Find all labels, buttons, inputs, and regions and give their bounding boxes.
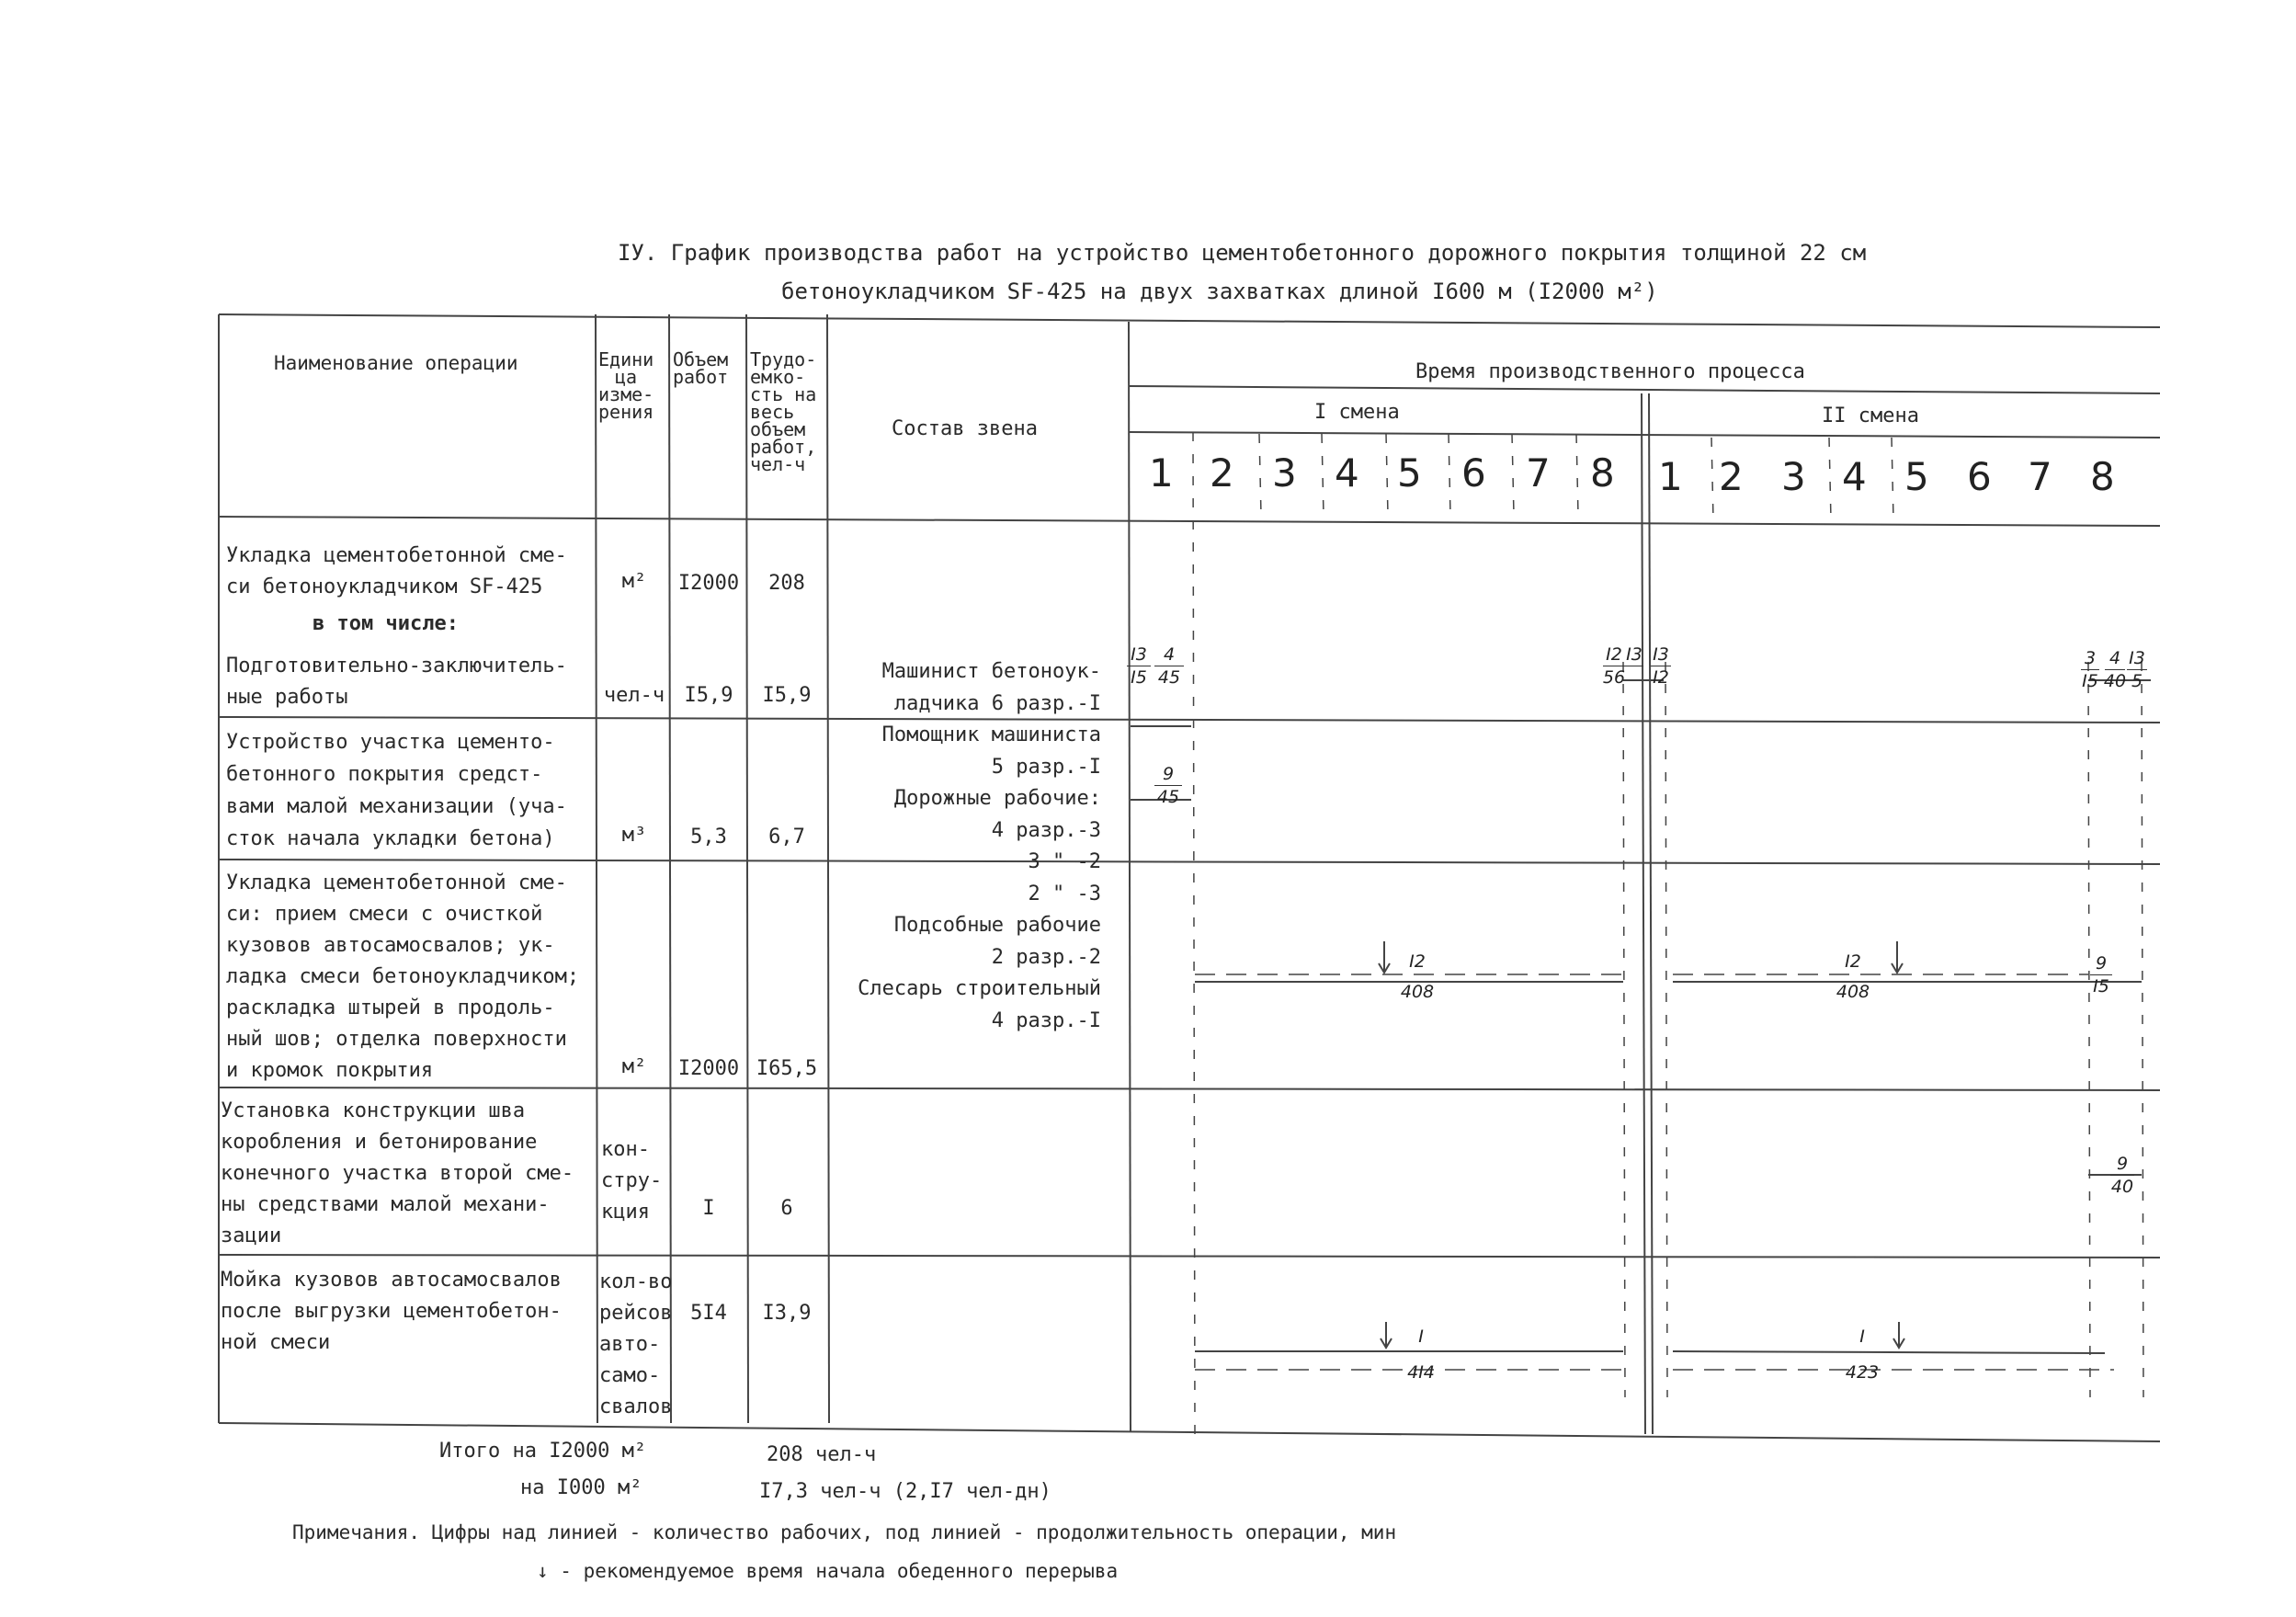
row-main-name: Укладка цементобетонной сме- си бетоноукладчиком SF-425	[226, 544, 567, 598]
row-small-mech-name: Устройство участка цементо- бетонного покрытия средст- вами малой механизации (уча- сток начала укладки бетона)	[226, 731, 567, 850]
gantt-label-main-s2: I2 408	[1836, 951, 1870, 1002]
gantt-label-prep-left-1: I3 I5	[1127, 645, 1151, 687]
row-prep-unit: чел-ч	[603, 684, 665, 707]
totals-line-2-label: на I000 м²	[520, 1476, 642, 1499]
gantt-label-joint: 9 40	[2110, 1154, 2134, 1197]
row-joint-name: Установка конструкции шва коробления и бетонирование конечного участка второй сме- ны средствами малой механи- зации	[221, 1099, 574, 1247]
gantt-label-prep-right-1: 3 I5	[2082, 648, 2098, 691]
header-operation: Наименование операции	[274, 352, 518, 374]
header-shift-2: II смена	[1822, 404, 1919, 427]
gantt-label-wash-s2: I 423	[1845, 1327, 1880, 1383]
totals-line-1-label: Итого на I2000 м²	[439, 1440, 647, 1463]
hour-s1-7: 7	[1526, 450, 1551, 495]
row-small-mech-unit: м³	[621, 824, 647, 847]
row-prep-volume: I5,9	[684, 684, 733, 707]
hour-s2-2: 2	[1719, 454, 1744, 499]
row-wash-labor: I3,9	[762, 1302, 812, 1325]
row-laying-labor: I65,5	[756, 1057, 818, 1080]
row-wash-unit: кол-во рейсов авто- само- свалов	[599, 1270, 673, 1418]
row-laying-volume: I2000	[677, 1057, 740, 1080]
totals-line-1-value: 208 чел-ч	[767, 1443, 877, 1466]
gantt-label-prep-right-3: I3 5	[2127, 649, 2147, 690]
hour-s2-8: 8	[2090, 454, 2115, 499]
row-wash-name: Мойка кузовов автосамосвалов после выгрузки цементобетон- ной смеси	[221, 1269, 562, 1354]
hour-s2-5: 5	[1904, 454, 1929, 499]
hour-s2-1: 1	[1658, 454, 1683, 499]
note-line-2: ↓ - рекомендуемое время начала обеденного перерыва	[537, 1560, 1119, 1582]
row-main-volume: I2000	[677, 572, 740, 595]
gantt-label-wash-s1: I 4I4	[1407, 1327, 1435, 1383]
row-wash-volume: 5I4	[690, 1302, 727, 1325]
hour-s1-3: 3	[1272, 450, 1297, 495]
row-main-unit: м²	[621, 570, 647, 593]
row-laying-name: Укладка цементобетонной сме- си: прием смеси с очисткой кузовов автосамосвалов; ук- ладка смеси бетоноукладчиком; раскладка штырей в продоль- ный шов; отделка поверхности и кромок покрытия	[226, 871, 580, 1082]
row-joint-volume: I	[702, 1197, 715, 1220]
gantt-label-prep-left-2: 4 45	[1154, 645, 1184, 687]
gantt-label-prep-right-2: 4 40	[2103, 648, 2127, 691]
note-line-1: Примечания. Цифры над линией - количество рабочих, под линией - продолжительность операции, мин	[292, 1521, 1397, 1543]
header-volume: Объем работ	[673, 348, 729, 388]
hour-s1-6: 6	[1461, 450, 1486, 495]
header-shift-1: I смена	[1314, 401, 1400, 424]
gantt-label-main-end: 9 I5	[2090, 954, 2112, 996]
title-line-2: бетоноукладчиком SF-425 на двух захватках длиной I600 м (I2000 м²)	[781, 279, 1658, 304]
hour-s1-2: 2	[1210, 450, 1234, 495]
title-line-1: IУ. График производства работ на устройство цементобетонного дорожного покрытия толщиной 22 см	[618, 240, 1867, 266]
hour-s1-8: 8	[1590, 450, 1615, 495]
gantt-label-prep-mid-3: I3 I2	[1651, 645, 1671, 687]
hour-s2-4: 4	[1842, 454, 1867, 499]
row-prep-name: Подготовительно-заключитель- ные работы	[226, 655, 567, 709]
row-joint-labor: 6	[780, 1197, 793, 1220]
row-small-mech-labor: 6,7	[768, 826, 805, 848]
row-laying-unit: м²	[621, 1055, 647, 1078]
row-main-labor: 208	[768, 572, 805, 595]
row-small-mech-volume: 5,3	[690, 826, 727, 848]
header-crew: Состав звена	[892, 417, 1038, 440]
hour-s1-4: 4	[1335, 450, 1359, 495]
row-prep-labor: I5,9	[762, 684, 812, 707]
row-joint-unit: кон- стру- кция	[601, 1138, 663, 1224]
gantt-label-prep-mid-1: I2 56	[1602, 644, 1626, 688]
hour-s1-5: 5	[1397, 450, 1422, 495]
crew-composition: Машинист бетоноук- ладчика 6 разр.-I Помощник машиниста 5 разр.-I Дорожные рабочие: 4 разр.-3 3 " -2 2 " -3 Подсобные рабочие 2 разр.-2 Слесарь строительный 4 разр.-I	[858, 660, 1101, 1032]
hour-s2-6: 6	[1967, 454, 1992, 499]
totals-line-2-value: I7,3 чел-ч (2,I7 чел-дн)	[759, 1480, 1051, 1503]
hour-s2-3: 3	[1781, 454, 1806, 499]
gantt-label-small-mech: 9 45	[1154, 765, 1182, 806]
header-labor: Трудо- емко- сть на весь объем работ, чел-ч	[750, 348, 817, 475]
gantt-label-main-s1: I2 408	[1400, 951, 1435, 1002]
gantt-label-prep-mid-2: I3	[1626, 644, 1642, 665]
hour-s2-7: 7	[2028, 454, 2052, 499]
header-unit: Едини ца изме- рения	[598, 348, 654, 423]
header-time: Время производственного процесса	[1415, 360, 1805, 383]
row-subheading: в том числе:	[313, 612, 459, 635]
hour-s1-1: 1	[1149, 450, 1174, 495]
